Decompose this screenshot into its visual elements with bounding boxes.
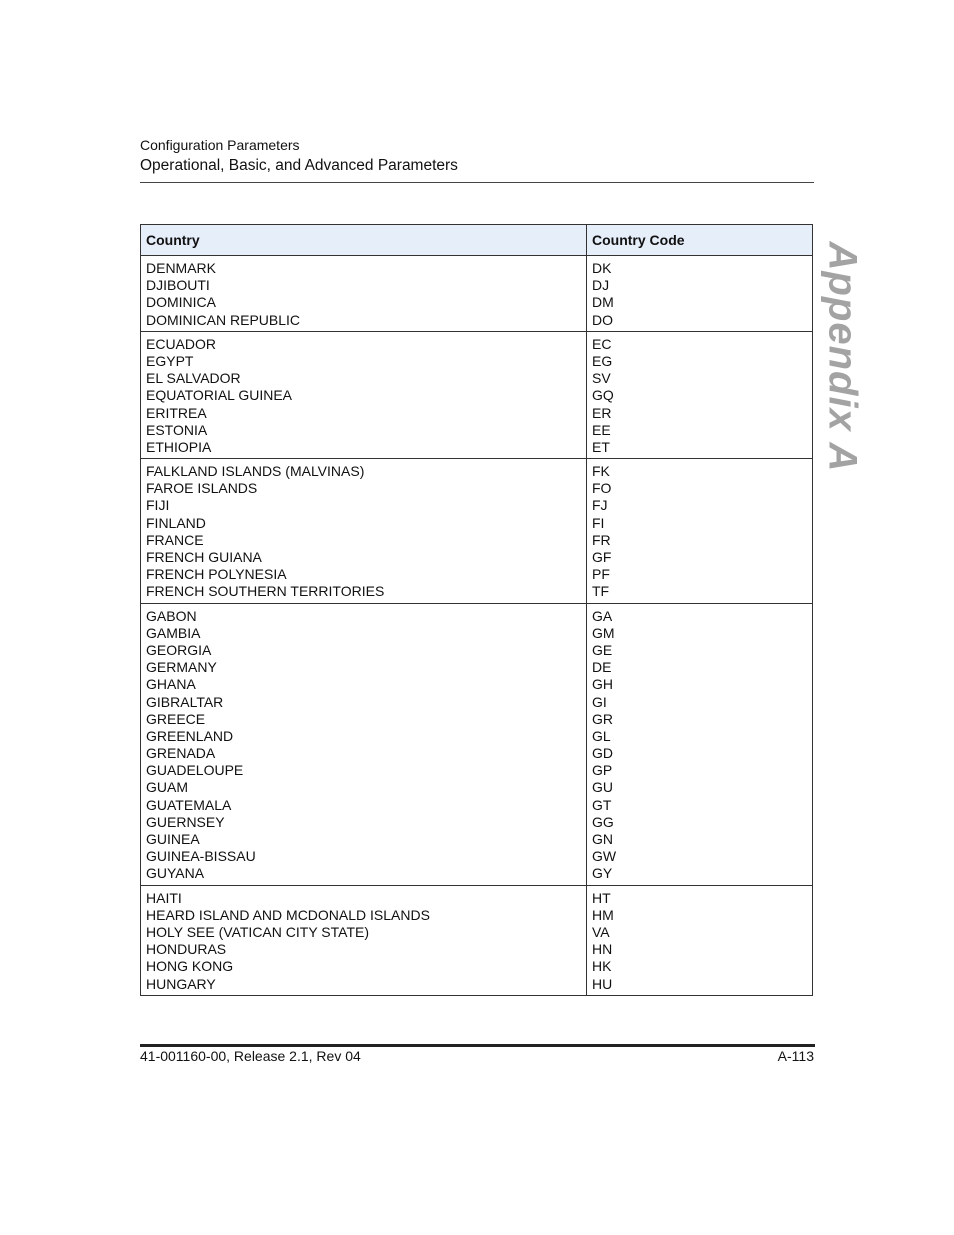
country-code: GM — [592, 624, 615, 641]
country-code: DK — [592, 260, 612, 276]
country-cell — [141, 459, 587, 604]
country-name: GUYANA — [146, 865, 205, 882]
country-code: HN — [592, 941, 613, 958]
country-code: GA — [592, 607, 613, 624]
country-name: GRENADA — [146, 745, 216, 762]
country-name: HAITI — [146, 889, 182, 906]
country-name: ETHIOPIA — [146, 438, 212, 455]
header-section: Configuration Parameters — [140, 137, 300, 153]
country-code: GN — [592, 831, 613, 847]
country-code-cell — [587, 603, 813, 885]
country-name: DENMARK — [146, 260, 217, 276]
country-code: DO — [592, 311, 613, 328]
footer-doc-id: 41-001160-00, Release 2.1, Rev 04 — [140, 1048, 361, 1064]
country-name: HUNGARY — [146, 975, 216, 992]
footer-divider — [140, 1044, 815, 1047]
country-code: EG — [592, 352, 613, 369]
country-name: GUATEMALA — [146, 796, 232, 813]
country-name: GAMBIA — [146, 624, 201, 641]
country-name: GREENLAND — [146, 727, 234, 744]
country-code: DM — [592, 294, 614, 311]
country-code: HM — [592, 906, 614, 923]
country-name: FRENCH POLYNESIA — [146, 566, 287, 583]
country-cell — [141, 331, 587, 458]
country-code: TF — [592, 583, 610, 600]
country-name: GUINEA-BISSAU — [146, 848, 256, 865]
country-name: EGYPT — [146, 352, 194, 369]
country-name: GUERNSEY — [146, 813, 225, 830]
country-code: FK — [592, 463, 610, 480]
country-code: EC — [592, 335, 612, 352]
country-name: EL SALVADOR — [146, 370, 241, 387]
country-code: GY — [592, 865, 613, 882]
country-code: GW — [592, 848, 617, 865]
country-code: EE — [592, 421, 611, 438]
country-code: HU — [592, 975, 613, 992]
country-name: FAROE ISLANDS — [146, 480, 258, 497]
country-name: GHANA — [146, 676, 196, 693]
appendix-side-tab-label: Appendix A — [820, 241, 865, 473]
country-name: FALKLAND ISLANDS (MALVINAS) — [146, 463, 365, 480]
country-code: HK — [592, 958, 612, 975]
country-code: GH — [592, 676, 613, 693]
country-name: DOMINICA — [146, 294, 216, 311]
country-code: GE — [592, 641, 613, 658]
country-code: HT — [592, 889, 611, 906]
table-row — [141, 603, 813, 885]
country-code: DJ — [592, 277, 610, 294]
country-code: GD — [592, 745, 613, 762]
header-divider — [140, 182, 814, 183]
table-row — [141, 256, 813, 332]
country-name: DOMINICAN REPUBLIC — [146, 311, 301, 328]
country-code: DE — [592, 659, 612, 676]
country-code: VA — [592, 923, 610, 940]
country-code-cell — [587, 885, 813, 995]
country-name: GREECE — [146, 710, 206, 727]
country-code: GG — [592, 813, 614, 830]
column-header-country-code: Country Code — [587, 225, 813, 256]
country-name: GIBRALTAR — [146, 693, 224, 710]
footer-page-number: A-113 — [777, 1048, 814, 1064]
country-name: GUAM — [146, 779, 188, 796]
country-name: GERMANY — [146, 659, 217, 676]
country-cell — [141, 603, 587, 885]
country-name: FRANCE — [146, 531, 204, 548]
country-code: GR — [592, 710, 613, 727]
column-header-country: Country — [141, 225, 587, 256]
country-name: HEARD ISLAND AND MCDONALD ISLANDS — [146, 906, 430, 923]
table-body — [141, 256, 813, 996]
country-code: FO — [592, 480, 612, 497]
country-name: GEORGIA — [146, 641, 212, 658]
country-code: GQ — [592, 387, 614, 404]
country-name: FINLAND — [146, 514, 206, 531]
table-header-row — [141, 225, 813, 256]
country-code: GU — [592, 779, 613, 796]
country-code: GP — [592, 762, 613, 779]
country-name: GUINEA — [146, 831, 200, 847]
country-code: ET — [592, 438, 610, 455]
country-code: PF — [592, 566, 610, 583]
country-code: FI — [592, 514, 605, 531]
country-code: GF — [592, 549, 612, 565]
country-code: SV — [592, 370, 611, 387]
country-code-cell — [587, 459, 813, 604]
country-code: FJ — [592, 497, 608, 514]
country-name: ESTONIA — [146, 421, 208, 438]
country-code: ER — [592, 404, 612, 421]
table-row — [141, 885, 813, 995]
country-name: ECUADOR — [146, 335, 217, 352]
country-code: FR — [592, 531, 611, 548]
country-code-cell — [587, 331, 813, 458]
country-code: GT — [592, 796, 612, 813]
country-name: EQUATORIAL GUINEA — [146, 387, 292, 404]
country-name: GUADELOUPE — [146, 762, 244, 779]
country-code-table — [140, 224, 813, 996]
page-title: Operational, Basic, and Advanced Parameters — [140, 157, 458, 174]
table-row — [141, 459, 813, 604]
country-name: HONG KONG — [146, 958, 234, 975]
country-cell — [141, 256, 587, 332]
country-name: FIJI — [146, 497, 170, 514]
appendix-side-tab — [820, 241, 865, 473]
country-name: GABON — [146, 607, 197, 624]
country-name: HOLY SEE (VATICAN CITY STATE) — [146, 923, 370, 940]
country-code-cell — [587, 256, 813, 332]
country-code: GI — [592, 693, 607, 710]
country-cell — [141, 885, 587, 995]
country-name: FRENCH GUIANA — [146, 549, 262, 565]
country-name: HONDURAS — [146, 941, 227, 958]
country-name: FRENCH SOUTHERN TERRITORIES — [146, 583, 385, 600]
country-code: GL — [592, 727, 611, 744]
table-row — [141, 331, 813, 458]
country-name: ERITREA — [146, 404, 207, 421]
country-name: DJIBOUTI — [146, 277, 210, 294]
